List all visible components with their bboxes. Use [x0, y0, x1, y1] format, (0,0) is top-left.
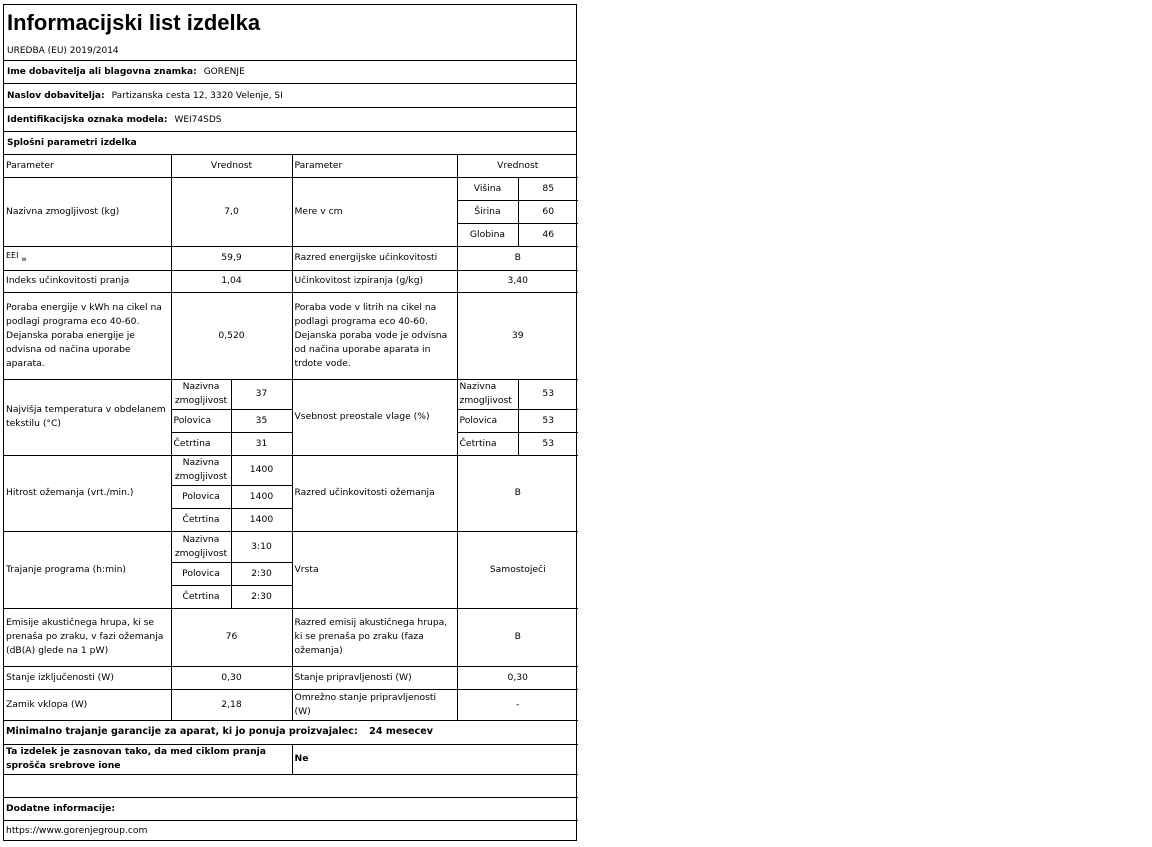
spin-class-value: B	[457, 455, 578, 531]
capacity-label: Nazivna zmogljivost (kg)	[4, 177, 171, 246]
off-mode-value: 0,30	[171, 666, 292, 689]
col-value-header: Vrednost	[171, 155, 292, 177]
energy-class-label: Razred energijske učinkovitosti	[292, 246, 457, 270]
dimensions-label: Mere v cm	[292, 177, 457, 246]
section-title: Splošni parametri izdelka	[4, 132, 576, 155]
type-label: Vrsta	[292, 531, 457, 608]
table-row	[4, 455, 578, 485]
silver-ions-row	[4, 744, 578, 774]
duration-half-label: Polovica	[171, 562, 231, 585]
spin-speed-rated-value: 1400	[231, 455, 292, 485]
energy-class-value: B	[457, 246, 578, 270]
eei-value: 59,9	[171, 246, 292, 270]
sheet-header	[4, 5, 576, 61]
wash-index-label: Indeks učinkovitosti pranja	[4, 270, 171, 292]
energy-consumption-label: Poraba energije v kWh na cikel na podlagi programa eco 40-60. Dejanska poraba energije je odvisna od načina uporabe aparata.	[4, 292, 171, 379]
max-temp-label: Najvišja temperatura v obdelanem tekstilu (°C)	[4, 379, 171, 455]
noise-class-label: Razred emisij akustičnega hrupa, ki se prenaša po zraku (faza ožemanja)	[292, 608, 457, 666]
supplier-name-row	[4, 61, 576, 84]
duration-label: Trajanje programa (h:min)	[4, 531, 171, 608]
supplier-address-label: Naslov dobavitelja:	[7, 90, 105, 101]
supplier-name-label: Ime dobavitelja ali blagovna znamka:	[7, 67, 197, 77]
height-label: Višina	[457, 177, 518, 200]
additional-info-label: Dodatne informacije:	[4, 797, 578, 820]
spin-speed-half-value: 1400	[231, 485, 292, 508]
supplier-name-value: GORENJE	[203, 67, 245, 77]
regulation-ref: UREDBA (EU) 2019/2014	[7, 46, 119, 56]
moisture-rated-value: 53	[518, 379, 578, 409]
max-temp-half-value: 35	[231, 409, 292, 432]
spin-speed-rated-label: Nazivna zmogljivost	[171, 455, 231, 485]
model-value: WEI74SDS	[174, 114, 222, 125]
height-value: 85	[518, 177, 578, 200]
warranty-row	[4, 720, 578, 744]
network-standby-value: -	[457, 689, 578, 720]
wash-index-value: 1,04	[171, 270, 292, 292]
table-row	[4, 177, 578, 200]
model-row	[4, 108, 576, 132]
website-url: https://www.gorenjegroup.com	[4, 820, 578, 842]
moisture-label: Vsebnost preostale vlage (%)	[292, 379, 457, 455]
delay-start-label: Zamik vklopa (W)	[4, 689, 171, 720]
capacity-value: 7,0	[171, 177, 292, 246]
silver-ions-value: Ne	[292, 744, 578, 774]
table-row	[4, 270, 578, 292]
spin-class-label: Razred učinkovitosti ožemanja	[292, 455, 457, 531]
parameters-table	[4, 155, 578, 842]
moisture-rated-label: Nazivna zmogljivost	[457, 379, 518, 409]
duration-half-value: 2:30	[231, 562, 292, 585]
max-temp-half-label: Polovica	[171, 409, 231, 432]
duration-quarter-label: Četrtina	[171, 585, 231, 608]
network-standby-label: Omrežno stanje pripravljenosti (W)	[292, 689, 457, 720]
silver-ions-label: Ta izdelek je zasnovan tako, da med ciklom pranja sprošča srebrove ione	[4, 744, 292, 774]
table-row	[4, 689, 578, 720]
delay-start-value: 2,18	[171, 689, 292, 720]
col-param-header: Parameter	[292, 155, 457, 177]
off-mode-label: Stanje izključenosti (W)	[4, 666, 171, 689]
moisture-quarter-value: 53	[518, 432, 578, 455]
standby-label: Stanje pripravljenosti (W)	[292, 666, 457, 689]
moisture-half-value: 53	[518, 409, 578, 432]
duration-rated-label: Nazivna zmogljivost	[171, 531, 231, 562]
table-row	[4, 531, 578, 562]
standby-value: 0,30	[457, 666, 578, 689]
max-temp-quarter-value: 31	[231, 432, 292, 455]
type-value: Samostoječi	[457, 531, 578, 608]
page-title: Informacijski list izdelka	[7, 10, 261, 35]
rinse-value: 3,40	[457, 270, 578, 292]
table-row	[4, 379, 578, 409]
product-info-sheet	[3, 4, 577, 841]
url-row	[4, 820, 578, 842]
width-value: 60	[518, 200, 578, 223]
depth-value: 46	[518, 223, 578, 246]
table-row	[4, 608, 578, 666]
col-param-header: Parameter	[4, 155, 171, 177]
moisture-half-label: Polovica	[457, 409, 518, 432]
width-label: Širina	[457, 200, 518, 223]
spin-speed-half-label: Polovica	[171, 485, 231, 508]
max-temp-rated-label: Nazivna zmogljivost	[171, 379, 231, 409]
table-row	[4, 666, 578, 689]
eei-label: EEI $_w$	[4, 246, 171, 270]
additional-info-row	[4, 797, 578, 820]
max-temp-rated-value: 37	[231, 379, 292, 409]
blank-row	[4, 774, 578, 797]
supplier-address-value: Partizanska cesta 12, 3320 Velenje, SI	[111, 90, 283, 101]
model-label: Identifikacijska oznaka modela:	[7, 114, 168, 125]
noise-label: Emisije akustičnega hrupa, ki se prenaša po zraku, v fazi ožemanja (dB(A) glede na 1 pW)	[4, 608, 171, 666]
table-row	[4, 292, 578, 379]
table-header-row	[4, 155, 578, 177]
duration-quarter-value: 2:30	[231, 585, 292, 608]
warranty-value: 24 mesecev	[369, 726, 433, 737]
col-value-header: Vrednost	[457, 155, 578, 177]
spin-speed-quarter-value: 1400	[231, 508, 292, 531]
noise-class-value: B	[457, 608, 578, 666]
water-consumption-label: Poraba vode v litrih na cikel na podlagi programa eco 40-60. Dejanska poraba vode je odvisna od načina uporabe aparata in trdote vode.	[292, 292, 457, 379]
warranty-label: Minimalno trajanje garancije za aparat, ki jo ponuja proizvajalec:	[6, 726, 358, 737]
spin-speed-quarter-label: Četrtina	[171, 508, 231, 531]
depth-label: Globina	[457, 223, 518, 246]
table-row	[4, 246, 578, 270]
spin-speed-label: Hitrost ožemanja (vrt./min.)	[4, 455, 171, 531]
supplier-address-row	[4, 84, 576, 108]
duration-rated-value: 3:10	[231, 531, 292, 562]
rinse-label: Učinkovitost izpiranja (g/kg)	[292, 270, 457, 292]
energy-consumption-value: 0,520	[171, 292, 292, 379]
water-consumption-value: 39	[457, 292, 578, 379]
max-temp-quarter-label: Četrtina	[171, 432, 231, 455]
noise-value: 76	[171, 608, 292, 666]
moisture-quarter-label: Četrtina	[457, 432, 518, 455]
